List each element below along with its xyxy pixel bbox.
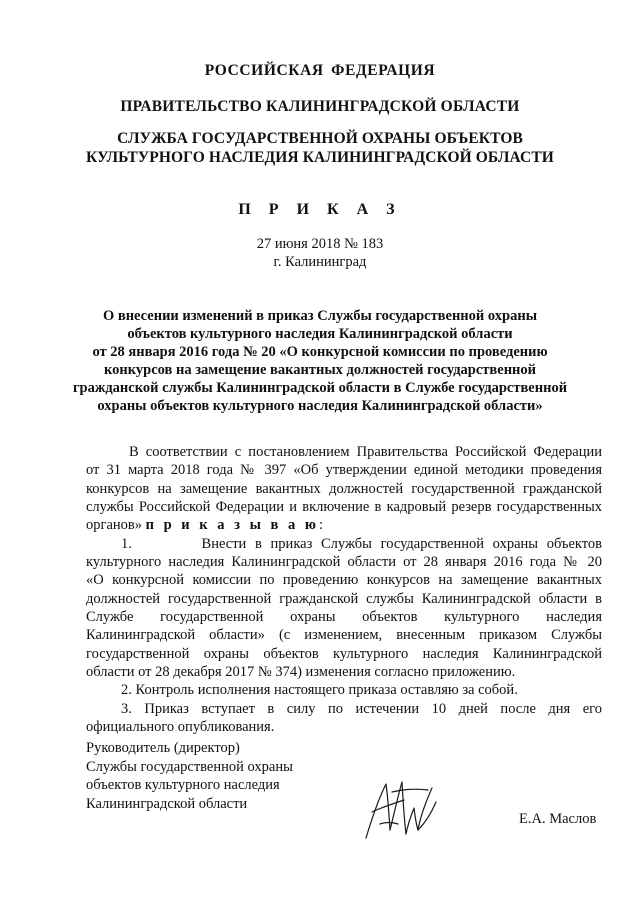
item1-first-text: Внести в приказ Службы государственной охраны объектов [201, 535, 603, 552]
position-line: Руководитель (директор) [86, 740, 240, 756]
preamble-line: службы Российской Федерации и включение в кадровый резерв государственных [86, 499, 602, 516]
header-government: ПРАВИТЕЛЬСТВО КАЛИНИНГРАДСКОЙ ОБЛАСТИ [120, 98, 520, 115]
order-date-number: 27 июня 2018 № 183 [256, 236, 384, 252]
item1-number: 1. [121, 535, 132, 552]
item3-first-line: 3. Приказ вступает в силу по истечении 10 дней после дня его [121, 700, 602, 717]
header-federation: РОССИЙСКАЯ ФЕДЕРАЦИЯ [204, 62, 436, 79]
order-title: П Р И К А З [238, 201, 402, 218]
position-line: Службы государственной охраны [86, 758, 293, 775]
item1-line: Калининградской области» (с изменением, внесенным приказом Службы [86, 627, 602, 644]
item3-last-line: официального опубликования. [86, 719, 275, 736]
preamble-line: В соответствии с постановлением Правительства Российской Федерации [129, 444, 602, 460]
preamble-last-text: органов» [86, 517, 146, 534]
preamble-last-line [86, 516, 602, 534]
item1-line: Службе государственной охраны объектов культурного наследия [86, 609, 602, 626]
order-verb: п р и к а з ы в а ю [145, 517, 319, 534]
item1-last-line: области от 28 декабря 2017 № 374) изменения согласно приложению. [86, 664, 516, 681]
subject-line: охраны объектов культурного наследия Калининградской области» [97, 398, 543, 414]
subject-line: объектов культурного наследия Калининградской области [127, 326, 513, 342]
item1-line: культурного наследия Калининградской области от 28 января 2016 года № 20 [86, 554, 602, 571]
subject-line: конкурсов на замещение вакантных должностей государственной [103, 362, 537, 378]
position-line: объектов культурного наследия [86, 777, 280, 793]
position-line: Калининградской области [86, 795, 248, 812]
preamble-line: конкурсов на замещение вакантных должностей государственной гражданской [86, 480, 602, 497]
subject-line: гражданской службы Калининградской области в Службе государственной [72, 380, 568, 396]
order-subject [60, 307, 580, 415]
order-city: г. Калининград [273, 254, 367, 270]
item1-line: «О конкурсной комиссии по проведению конкурсов на замещение вакантных [86, 572, 602, 589]
subject-line: О внесении изменений в приказ Службы государственной охраны [102, 308, 538, 324]
item1-line: государственной охраны объектов культурного наследия Калининградской [86, 645, 602, 662]
header-service-line2: КУЛЬТУРНОГО НАСЛЕДИЯ КАЛИНИНГРАДСКОЙ ОБЛАСТИ [86, 149, 554, 166]
handwritten-signature [362, 778, 442, 842]
preamble-colon: : [318, 517, 323, 534]
header-service-line1: СЛУЖБА ГОСУДАРСТВЕННОЙ ОХРАНЫ ОБЪЕКТОВ [117, 130, 523, 147]
signatory-position [86, 739, 293, 813]
subject-line: от 28 января 2016 года № 20 «О конкурсной комиссии по проведению [92, 344, 548, 360]
signer-name: Е.А. Маслов [519, 811, 597, 827]
item1-first-line [86, 535, 602, 553]
preamble-line: от 31 марта 2018 года № 397 «Об утверждении единой методики проведения [86, 462, 602, 479]
item1-line: должностей государственной гражданской службы Калининградской области в [86, 590, 602, 607]
order-body [86, 443, 602, 737]
item2-line: 2. Контроль исполнения настоящего приказа оставляю за собой. [121, 682, 518, 699]
